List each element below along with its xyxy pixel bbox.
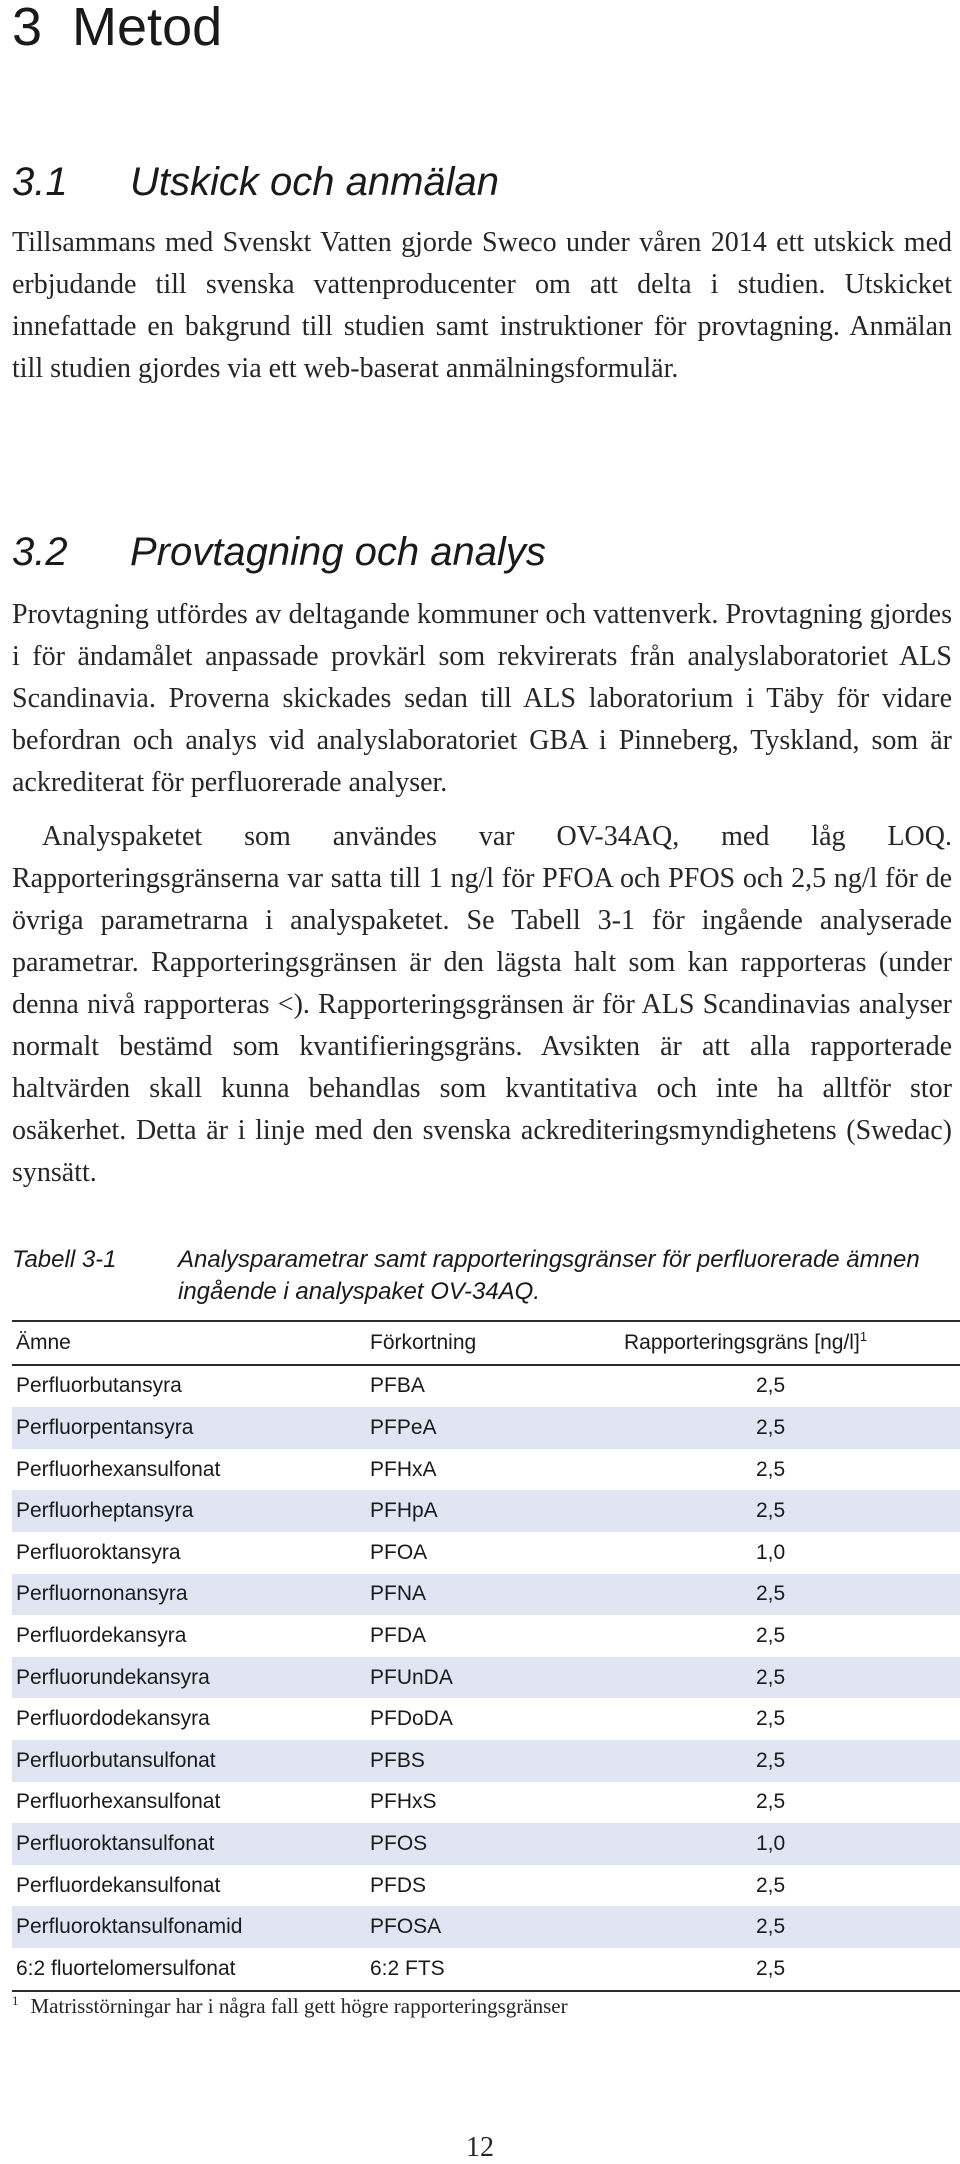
footnote-mark: 1 (12, 1993, 19, 2008)
cell-reporting-limit: 2,5 (620, 1490, 960, 1532)
cell-substance: Perfluoroktansyra (16, 1540, 181, 1564)
cell-abbreviation: PFBA (370, 1374, 425, 1398)
table-row (12, 1698, 960, 1740)
cell-substance: Perfluoroktansulfonat (12, 1823, 366, 1865)
table-row (12, 1948, 960, 1991)
table-row (12, 1740, 960, 1782)
cell-abbreviation: PFBS (366, 1740, 620, 1782)
section-heading-3-2 (12, 530, 546, 574)
table-row (12, 1365, 960, 1408)
table-row (12, 1449, 960, 1491)
cell-substance: Perfluordekansulfonat (16, 1873, 221, 1897)
cell-reporting-limit: 2,5 (756, 1374, 786, 1398)
table-row (12, 1490, 960, 1532)
cell-reporting-limit: 2,5 (620, 1948, 960, 1991)
cell-reporting-limit: 2,5 (756, 1623, 786, 1647)
cell-substance: Perfluoroktansulfonamid (12, 1906, 366, 1948)
cell-abbreviation: PFPeA (366, 1407, 620, 1449)
cell-abbreviation: PFDS (370, 1873, 427, 1897)
cell-substance: Perfluornonansyra (12, 1574, 366, 1616)
cell-abbreviation: 6:2 FTS (366, 1948, 620, 1991)
cell-abbreviation: PFHxS (370, 1790, 437, 1814)
section-number: 3.2 (12, 530, 68, 574)
table-row (12, 1574, 960, 1616)
cell-substance: Perfluorpentansyra (12, 1407, 366, 1449)
cell-abbreviation: PFOS (366, 1823, 620, 1865)
section-number: 3.1 (12, 160, 68, 204)
column-header-reporting-limit-label: Rapporteringsgräns [ng/l] (624, 1330, 860, 1354)
cell-reporting-limit: 2,5 (756, 1790, 786, 1814)
cell-substance: Perfluordodekansyra (16, 1707, 210, 1731)
cell-reporting-limit: 2,5 (756, 1457, 786, 1481)
table-row (12, 1615, 960, 1657)
cell-substance: Perfluorundekansyra (12, 1657, 366, 1699)
cell-abbreviation: PFNA (366, 1574, 620, 1616)
cell-reporting-limit: 2,5 (756, 1707, 786, 1731)
chapter-title: Metod (72, 0, 223, 57)
table-body (12, 1365, 960, 1991)
cell-substance: 6:2 fluortelomersulfonat (12, 1948, 366, 1991)
section-paragraph: Provtagning utfördes av deltagande kommuner och vattenverk. Provtagning gjordes i för ändamålet anpassade provkärl som rekvirerats från analyslaboratoriet ALS Scandinavia. Proverna skickades sedan till ALS laboratorium i Täby för vidare befordran och analys vid analyslaboratoriet GBA i Pinneberg, Tyskland, som är ackrediterat för perfluorerade analyser. (12, 599, 952, 798)
cell-abbreviation: PFOSA (366, 1906, 620, 1948)
cell-abbreviation: PFHpA (366, 1490, 620, 1532)
cell-substance: Perfluorhexansulfonat (16, 1790, 221, 1814)
cell-substance: Perfluorbutansyra (16, 1374, 182, 1398)
table-row (12, 1532, 960, 1574)
column-header-substance: Ämne (12, 1321, 366, 1365)
table-row (12, 1657, 960, 1699)
table-row (12, 1906, 960, 1948)
cell-reporting-limit: 2,5 (620, 1906, 960, 1948)
section-paragraph: Tillsammans med Svenskt Vatten gjorde Sweco under våren 2014 ett utskick med erbjudande till svenska vattenproducenter om att delta i studien. Utskicket innefattade en bakgrund till studien samt instruktioner för provtagning. Anmälan till studien gjordes via ett web-baserat anmälningsformulär. (12, 227, 952, 384)
cell-reporting-limit: 2,5 (620, 1740, 960, 1782)
chapter-number: 3 (12, 0, 43, 57)
cell-substance: Perfluorhexansulfonat (16, 1457, 221, 1481)
footnote (12, 1993, 568, 2019)
cell-reporting-limit: 2,5 (620, 1407, 960, 1449)
column-header-abbreviation: Förkortning (366, 1321, 620, 1365)
cell-reporting-limit: 1,0 (756, 1540, 786, 1564)
table-caption-label: Tabell 3-1 (12, 1246, 117, 1273)
cell-substance: Perfluorheptansyra (12, 1490, 366, 1532)
chapter-heading (12, 0, 223, 57)
table-row (12, 1407, 960, 1449)
section-title: Provtagning och analys (130, 530, 546, 574)
table-row (12, 1782, 960, 1824)
section-paragraph: Analyspaketet som användes var OV-34AQ, med låg LOQ. Rapporteringsgränserna var satta till 1 ng/l för PFOA och PFOS och 2,5 ng/l för de övriga parametrarna i analyspaketet. Se Tabell 3-1 för ingående analyserade parametrar. Rapporteringsgränsen är den lägsta halt som kan rapporteras (under denna nivå rapporteras <). Rapporteringsgränsen är för ALS Scandinavias analyser normalt bestämd som kvantifieringsgräns. Avsikten är att alla rapporterade haltvärden skall kunna behandlas som kvantitativa och inte ha alltför stor osäkerhet. Detta är i linje med den svenska ackrediteringsmyndighetens (Swedac) synsätt. (12, 821, 952, 1188)
table-row (12, 1865, 960, 1907)
cell-substance: Perfluordekansyra (16, 1623, 187, 1647)
table-header-row (12, 1321, 960, 1365)
cell-reporting-limit: 2,5 (620, 1657, 960, 1699)
cell-abbreviation: PFOA (370, 1540, 428, 1564)
cell-substance: Perfluorbutansulfonat (12, 1740, 366, 1782)
section-heading-3-1 (12, 160, 499, 204)
table-caption-text: Analysparametrar samt rapporteringsgränser för perfluorerade ämnen ingående i analyspaket OV-34AQ. (178, 1246, 920, 1305)
cell-reporting-limit: 2,5 (756, 1873, 786, 1897)
table-row (12, 1823, 960, 1865)
footnote-text: Matrisstörningar har i några fall gett högre rapporteringsgränser (30, 1994, 568, 2018)
cell-abbreviation: PFDA (370, 1623, 427, 1647)
cell-reporting-limit: 1,0 (620, 1823, 960, 1865)
cell-abbreviation: PFUnDA (366, 1657, 620, 1699)
cell-abbreviation: PFHxA (370, 1457, 437, 1481)
parameter-table (12, 1320, 960, 1992)
page-number: 12 (466, 2132, 494, 2163)
cell-abbreviation: PFDoDA (370, 1707, 453, 1731)
column-header-reporting-limit (620, 1321, 960, 1365)
footnote-ref: 1 (859, 1328, 868, 1344)
section-title: Utskick och anmälan (130, 160, 500, 204)
cell-reporting-limit: 2,5 (620, 1574, 960, 1616)
